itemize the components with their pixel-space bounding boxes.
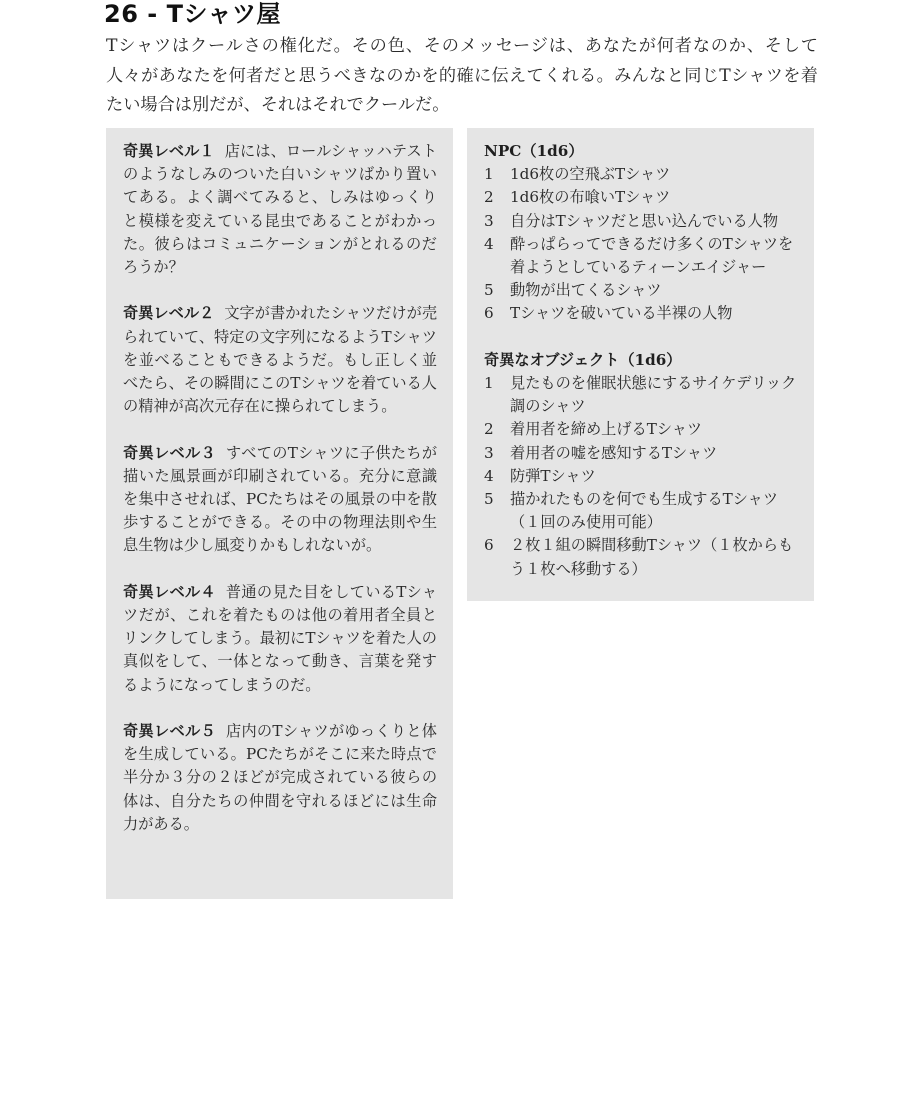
roll-result: 動物が出てくるシャツ: [510, 281, 662, 300]
roll-number: 2: [484, 188, 494, 207]
list-item: [484, 302, 798, 325]
weirdness-level-text: すべてのTシャツに子供たちが描いた風景画が印刷されている。充分に意識を集中させれば、PCたちはその風景の中を散歩することができる。その中の物理法則や生息生物は少し風変りかもしれないが。: [123, 443, 438, 555]
weirdness-level-label: 奇異レベル３: [123, 443, 216, 462]
roll-number: 5: [484, 281, 494, 300]
list-item: [484, 163, 798, 186]
roll-number: 6: [484, 536, 494, 555]
roll-number: 4: [484, 234, 494, 253]
list-item: [484, 279, 798, 302]
weirdness-level-3: [123, 442, 437, 558]
roll-result: 着用者の嘘を感知するTシャツ: [510, 443, 718, 462]
roll-number: 2: [484, 420, 494, 439]
roll-result: Tシャツを破いている半裸の人物: [510, 304, 733, 323]
intro-paragraph: Tシャツはクールさの権化だ。その色、そのメッセージは、あなたが何者なのか、そして人々があなたを何者だと思うべきなのかを的確に伝えてくれる。みんなと同じTシャツを着たい場合は別だが、それはそれでクールだ。: [106, 36, 818, 115]
list-item: [484, 465, 798, 488]
weirdness-levels-box: [106, 128, 453, 899]
roll-number: 6: [484, 304, 494, 323]
npc-table-title: NPC（1d6）: [484, 142, 584, 160]
list-item: [484, 442, 798, 465]
list-item: [484, 418, 798, 441]
roll-result: 1d6枚の布喰いTシャツ: [510, 188, 671, 207]
weirdness-level-label: 奇異レベル２: [123, 304, 215, 323]
weirdness-level-text: 文字が書かれたシャツだけが売られていて、特定の文字列になるようTシャツを並べることもできるようだ。もし正しく並べたら、その瞬間にこのTシャツを着ている人の精神が高次元存在に操られてしまう。: [123, 304, 438, 416]
roll-number: 3: [484, 443, 494, 462]
roll-result: 描かれたものを何でも生成するTシャツ（１回のみ使用可能）: [510, 490, 779, 532]
weirdness-level-label: 奇異レベル５: [123, 722, 216, 741]
object-table-title: 奇異なオブジェクト（1d6）: [484, 350, 682, 369]
roll-number: 1: [484, 165, 494, 184]
page-title: 26 - Tシャツ屋: [104, 0, 281, 28]
list-item: [484, 233, 798, 279]
weirdness-level-2: [123, 302, 437, 418]
list-item: [484, 372, 798, 418]
roll-result: 自分はTシャツだと思い込んでいる人物: [510, 211, 779, 230]
roll-result: 防弾Tシャツ: [510, 466, 596, 485]
list-item: [484, 534, 798, 580]
weirdness-level-5: [123, 720, 437, 836]
list-item: [484, 210, 798, 233]
roll-result: 着用者を締め上げるTシャツ: [510, 420, 703, 439]
weirdness-level-1: [123, 140, 437, 279]
roll-result: ２枚１組の瞬間移動Tシャツ（１枚からもう１枚へ移動する）: [510, 536, 794, 578]
list-item: [484, 488, 798, 534]
roll-result: 酔っぱらってできるだけ多くのTシャツを着ようとしているティーンエイジャー: [510, 234, 794, 277]
roll-number: 3: [484, 211, 494, 230]
weirdness-level-4: [123, 581, 437, 697]
roll-result: 1d6枚の空飛ぶTシャツ: [510, 165, 671, 184]
list-item: [484, 186, 798, 209]
object-table: [484, 372, 798, 581]
weirdness-level-text: 店には、ロールシャッハテストのようなしみのついた白いシャツばかり置いてある。よく調べてみると、しみはゆっくりと模様を変えている昆虫であることがわかった。彼らはコミュニケーションがとれるのだろうか？: [123, 142, 438, 277]
weirdness-level-text: 普通の見た目をしているTシャツだが、これを着たものは他の着用者全員とリンクしてしまう。最初にTシャツを着た人の真似をして、一体となって動き、言葉を発するようになってしまうのだ。: [123, 582, 438, 694]
random-tables-box: [467, 128, 814, 601]
npc-table: [484, 163, 798, 325]
weirdness-level-label: 奇異レベル４: [123, 582, 216, 601]
roll-number: 4: [484, 466, 494, 485]
weirdness-level-text: 店内のTシャツがゆっくりと体を生成している。PCたちがそこに来た時点で半分か３分の２ほどが完成されている彼らの体は、自分たちの仲間を守れるほどには生命力がある。: [123, 722, 437, 833]
roll-number: 5: [484, 490, 494, 509]
weirdness-level-label: 奇異レベル１: [123, 142, 215, 160]
roll-result: 見たものを催眠状態にするサイケデリック調のシャツ: [510, 374, 797, 416]
roll-number: 1: [484, 374, 494, 393]
